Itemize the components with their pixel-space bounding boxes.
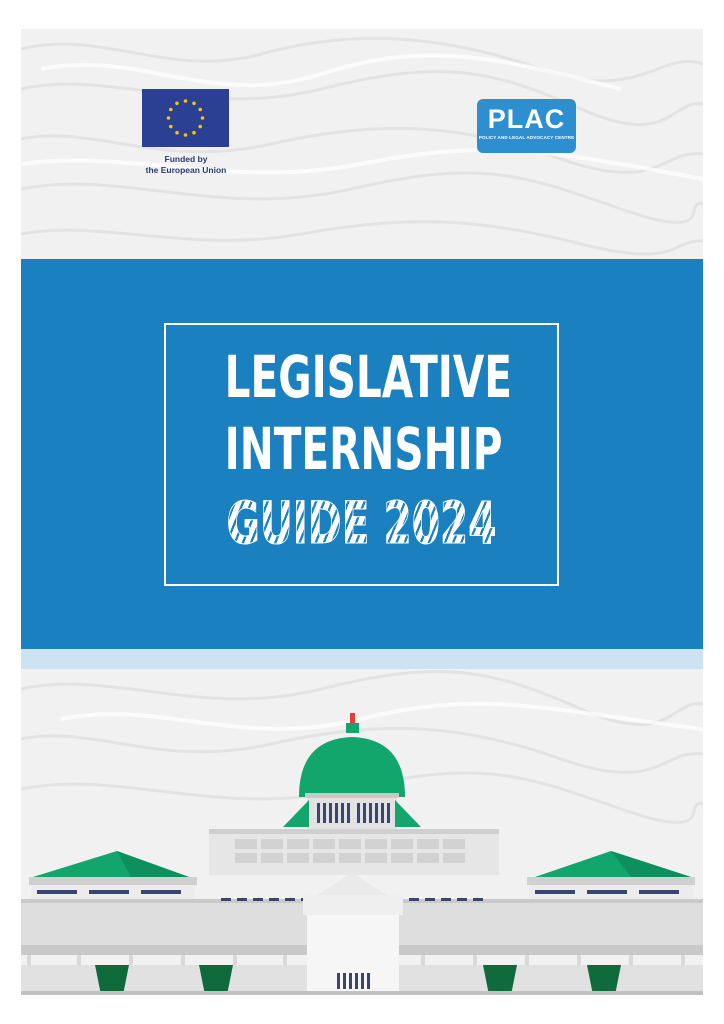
title-band <box>21 259 703 649</box>
title-line-1: LEGISLATIVE <box>224 343 513 411</box>
title-frame <box>164 323 559 586</box>
cover-page <box>21 29 703 995</box>
eu-flag-icon <box>142 89 229 147</box>
plac-logo-tagline: POLICY AND LEGAL ADVOCACY CENTRE <box>478 135 575 140</box>
eu-caption-line1: Funded by <box>164 154 208 164</box>
plac-logo <box>477 99 576 153</box>
title-line-3: GUIDE 2024 <box>226 489 497 557</box>
plac-logo-name: PLAC <box>487 104 566 134</box>
band-shadow <box>21 649 703 669</box>
title-line-2: INTERNSHIP <box>224 415 503 483</box>
national-assembly-building-icon <box>21 705 703 995</box>
eu-funding-caption <box>121 154 251 176</box>
eu-caption-line2: the European Union <box>145 165 227 175</box>
